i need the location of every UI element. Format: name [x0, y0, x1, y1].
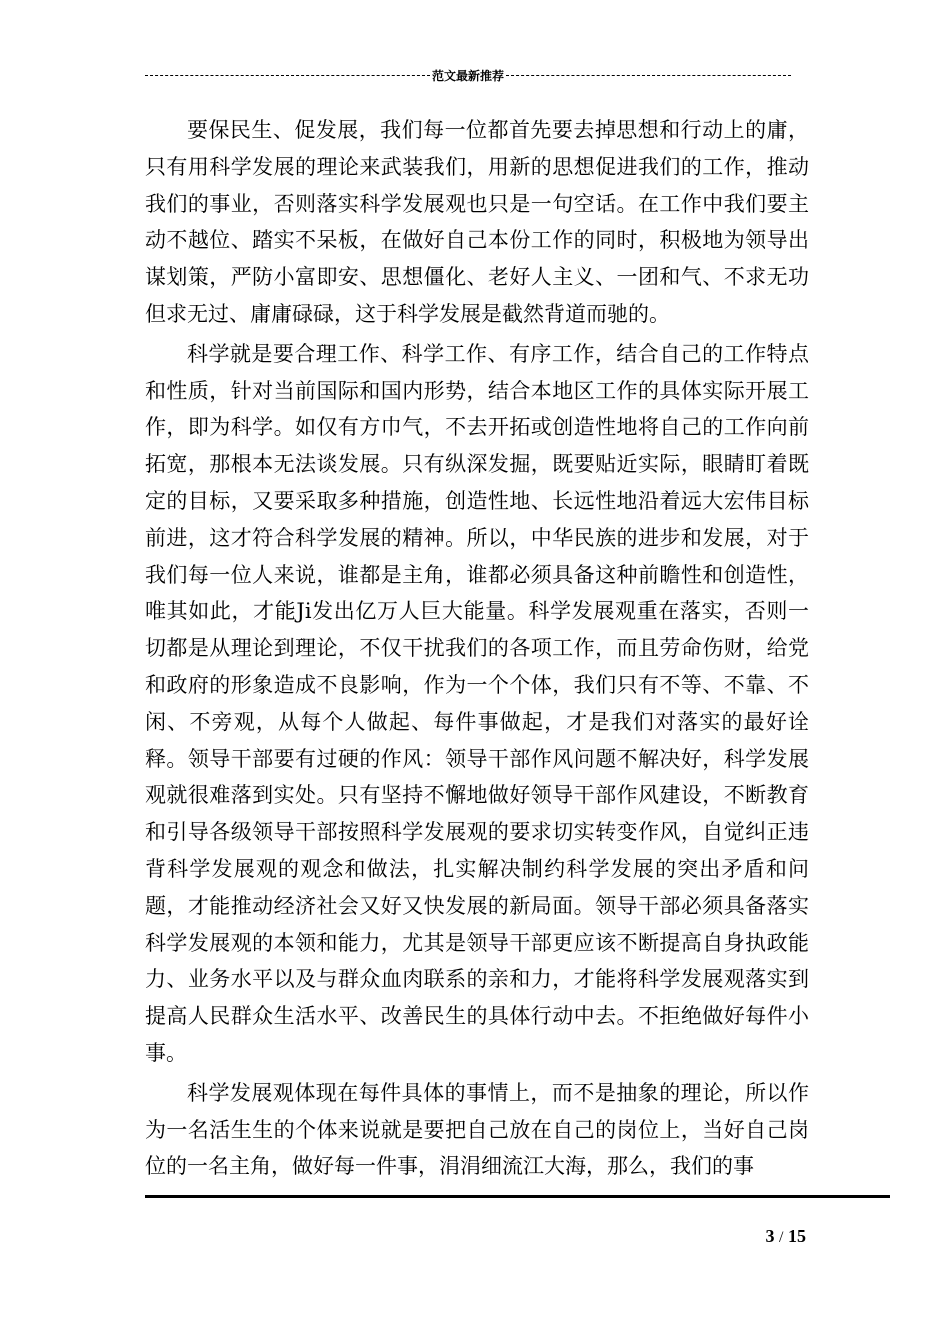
- header-title: 范文最新推荐: [432, 68, 505, 83]
- paragraph-3: 科学发展观体现在每件具体的事情上，而不是抽象的理论，所以作为一名活生生的个体来说就是要把自己放在自己的岗位上，当好自己岗位的一名主角，做好每一件事，涓涓细流江大海，那么，我们的事: [145, 1080, 809, 1179]
- document-body: [145, 112, 809, 1188]
- paragraph-1: 要保民生、促发展，我们每一位都首先要去掉思想和行动上的庸，只有用科学发展的理论来武装我们，用新的思想促进我们的工作，推动我们的事业，否则落实科学发展观也只是一句空话。在工作中我们要主动不越位、踏实不呆板，在做好自己本份工作的同时，积极地为领导出谋划策，严防小富即安、思想僵化、老好人主义、一团和气、不求无功但求无过、庸庸碌碌，这于科学发展是截然背道而驰的。: [145, 118, 809, 326]
- page-current: 3: [765, 1226, 775, 1246]
- page-separator: /: [779, 1229, 784, 1246]
- page-number: [700, 1226, 806, 1247]
- paragraph-2: 科学就是要合理工作、科学工作、有序工作，结合自己的工作特点和性质，针对当前国际和国内形势，结合本地区工作的具体实际开展工作，即为科学。如仅有方巾气，不去开拓或创造性地将自己的工作向前拓宽，那根本无法谈发展。只有纵深发掘，既要贴近实际，眼睛盯着既定的目标，又要采取多种措施，创造性地、长远性地沿着远大宏伟目标前进，这才符合科学发展的精神。所以，中华民族的进步和发展，对于我们每一位人来说，谁都是主角，谁都必须具备这种前瞻性和创造性，唯其如此，才能Ji发出亿万人巨大能量。科学发展观重在落实，否则一切都是从理论到理论，不仅干扰我们的各项工作，而且劳命伤财，给党和政府的形象造成不良影响，作为一个个体，我们只有不等、不靠、不闲、不旁观，从每个人做起、每件事做起，才是我们对落实的最好诠释。领导干部要有过硬的作风：领导干部作风问题不解决好，科学发展观就很难落到实处。只有坚持不懈地做好领导干部作风建设，不断教育和引导各级领导干部按照科学发展观的要求切实转变作风，自觉纠正违背科学发展观的观念和做法，扎实解决制约科学发展的突出矛盾和问题，才能推动经济社会又好又快发展的新局面。领导干部必须具备落实科学发展观的本领和能力，尤其是领导干部更应该不断提高自身执政能力、业务水平以及与群众血肉联系的亲和力，才能将科学发展观落实到提高人民群众生活水平、改善民生的具体行动中去。不拒绝做好每件小事。: [145, 341, 809, 1065]
- header-dash-left: [145, 75, 430, 76]
- page-header: [145, 64, 791, 86]
- footer-divider: [145, 1195, 890, 1198]
- header-dash-right: [506, 75, 791, 76]
- page-total: 15: [788, 1226, 806, 1246]
